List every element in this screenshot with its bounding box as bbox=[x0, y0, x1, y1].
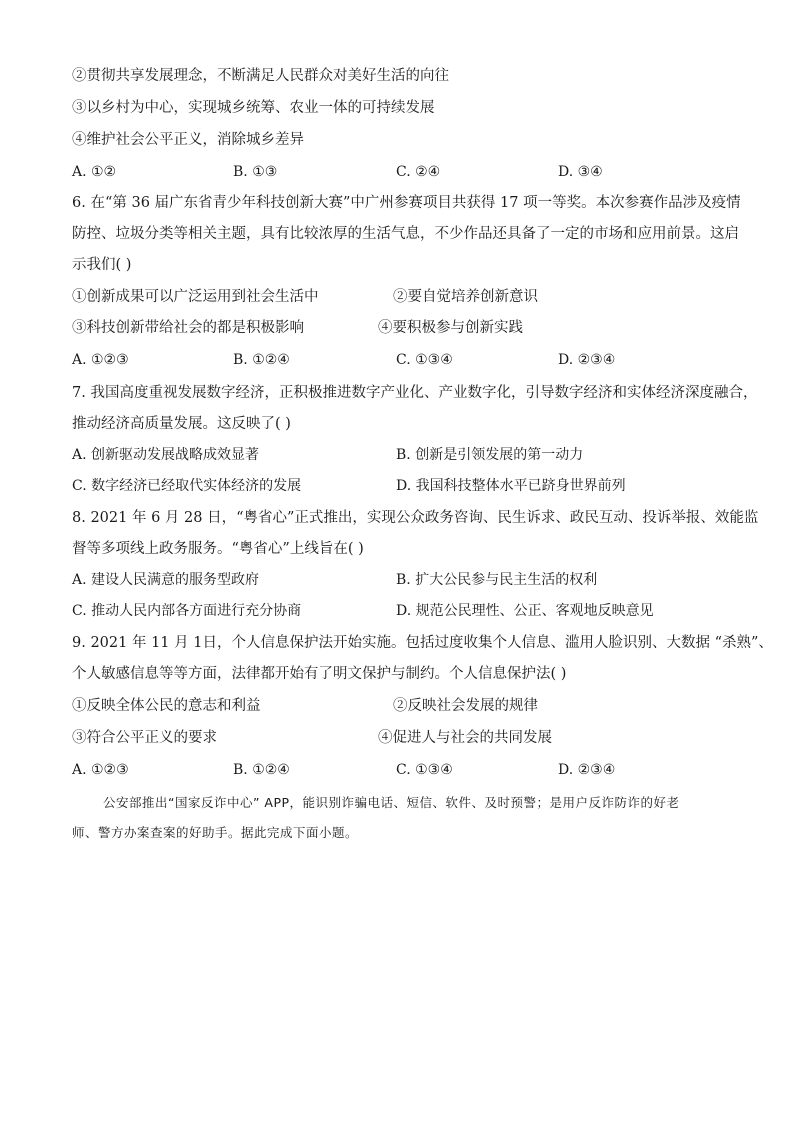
q5-option-b: B. ①③ bbox=[233, 164, 278, 180]
q7-option-c: C. 数字经济已经取代实体经济的发展 bbox=[72, 478, 302, 494]
q6-statement-4: ④要积极参与创新实践 bbox=[378, 320, 523, 336]
q9-statement-2: ②反映社会发展的规律 bbox=[393, 698, 538, 714]
q6-statement-2: ②要自觉培养创新意识 bbox=[393, 289, 538, 305]
q6-statement-3: ③科技创新带给社会的都是积极影响 bbox=[72, 320, 304, 336]
material-line-1: 公安部推出“国家反诈中心” APP，能识别诈骗电话、短信、软件、及时预警；是用户反诈防诈的好老 bbox=[103, 795, 680, 810]
q9-stem-line-2: 个人敏感信息等等方面，法律都开始有了明文保护与制约。个人信息保护法( ) bbox=[72, 666, 567, 682]
q5-statement-3: ③以乡村为中心，实现城乡统筹、农业一体的可持续发展 bbox=[72, 100, 435, 116]
q5-statement-4: ④维护社会公平正义，消除城乡差异 bbox=[72, 132, 304, 148]
q9-option-b: B. ①②④ bbox=[233, 762, 290, 778]
q6-stem-line-3: 示我们( ) bbox=[72, 257, 132, 273]
q8-stem-line-2: 督等多项线上政务服务。“粤省心”上线旨在( ) bbox=[72, 541, 364, 557]
q6-stem-line-2: 防控、垃圾分类等相关主题，具有比较浓厚的生活气息，不少作品还具备了一定的市场和应用前景。这启 bbox=[72, 226, 739, 242]
q6-option-a: A. ①②③ bbox=[72, 352, 129, 368]
q8-option-a: A. 建设人民满意的服务型政府 bbox=[72, 572, 260, 588]
q8-option-b: B. 扩大公民参与民主生活的权利 bbox=[396, 572, 598, 588]
q6-option-c: C. ①③④ bbox=[396, 352, 453, 368]
q7-option-d: D. 我国科技整体水平已跻身世界前列 bbox=[396, 478, 626, 494]
q9-statement-1: ①反映全体公民的意志和利益 bbox=[72, 698, 261, 714]
q6-option-b: B. ①②④ bbox=[233, 352, 290, 368]
q8-stem-line-1: 8. 2021 年 6 月 28 日，“粤省心”正式推出，实现公众政务咨询、民生诉求、政民互动、投诉举报、效能监 bbox=[72, 510, 759, 526]
q7-stem-line-2: 推动经济高质量发展。这反映了( ) bbox=[72, 416, 291, 432]
q8-option-d: D. 规范公民理性、公正、客观地反映意见 bbox=[396, 603, 654, 619]
q8-option-c: C. 推动人民内部各方面进行充分协商 bbox=[72, 603, 302, 619]
q9-statement-3: ③符合公平正义的要求 bbox=[72, 730, 217, 746]
material-line-2: 师、警方办案查案的好助手。据此完成下面小题。 bbox=[72, 825, 359, 840]
q7-stem-line-1: 7. 我国高度重视发展数字经济，正积极推进数字产业化、产业数字化，引导数字经济和实体经济深度融合， bbox=[72, 385, 758, 401]
q9-option-c: C. ①③④ bbox=[396, 762, 453, 778]
q7-option-a: A. 创新驱动发展战略成效显著 bbox=[72, 447, 260, 463]
q6-statement-1: ①创新成果可以广泛运用到社会生活中 bbox=[72, 289, 319, 305]
q7-option-b: B. 创新是引领发展的第一动力 bbox=[396, 447, 584, 463]
q5-option-c: C. ②④ bbox=[396, 164, 441, 180]
q6-option-d: D. ②③④ bbox=[558, 352, 616, 368]
q5-option-d: D. ③④ bbox=[558, 164, 603, 180]
q9-stem-line-1: 9. 2021 年 11 月 1日，个人信息保护法开始实施。包括过度收集个人信息、滥用人脸识别、大数据 “杀熟”、 bbox=[72, 635, 773, 651]
q5-statement-2: ②贯彻共享发展理念，不断满足人民群众对美好生活的向往 bbox=[72, 68, 449, 84]
q9-statement-4: ④促进人与社会的共同发展 bbox=[378, 730, 552, 746]
q9-option-a: A. ①②③ bbox=[72, 762, 129, 778]
q9-option-d: D. ②③④ bbox=[558, 762, 616, 778]
q5-option-a: A. ①② bbox=[72, 164, 117, 180]
q6-stem-line-1: 6. 在“第 36 届广东省青少年科技创新大赛”中广州参赛项目共获得 17 项一等奖。本次参赛作品涉及疫情 bbox=[72, 195, 741, 211]
